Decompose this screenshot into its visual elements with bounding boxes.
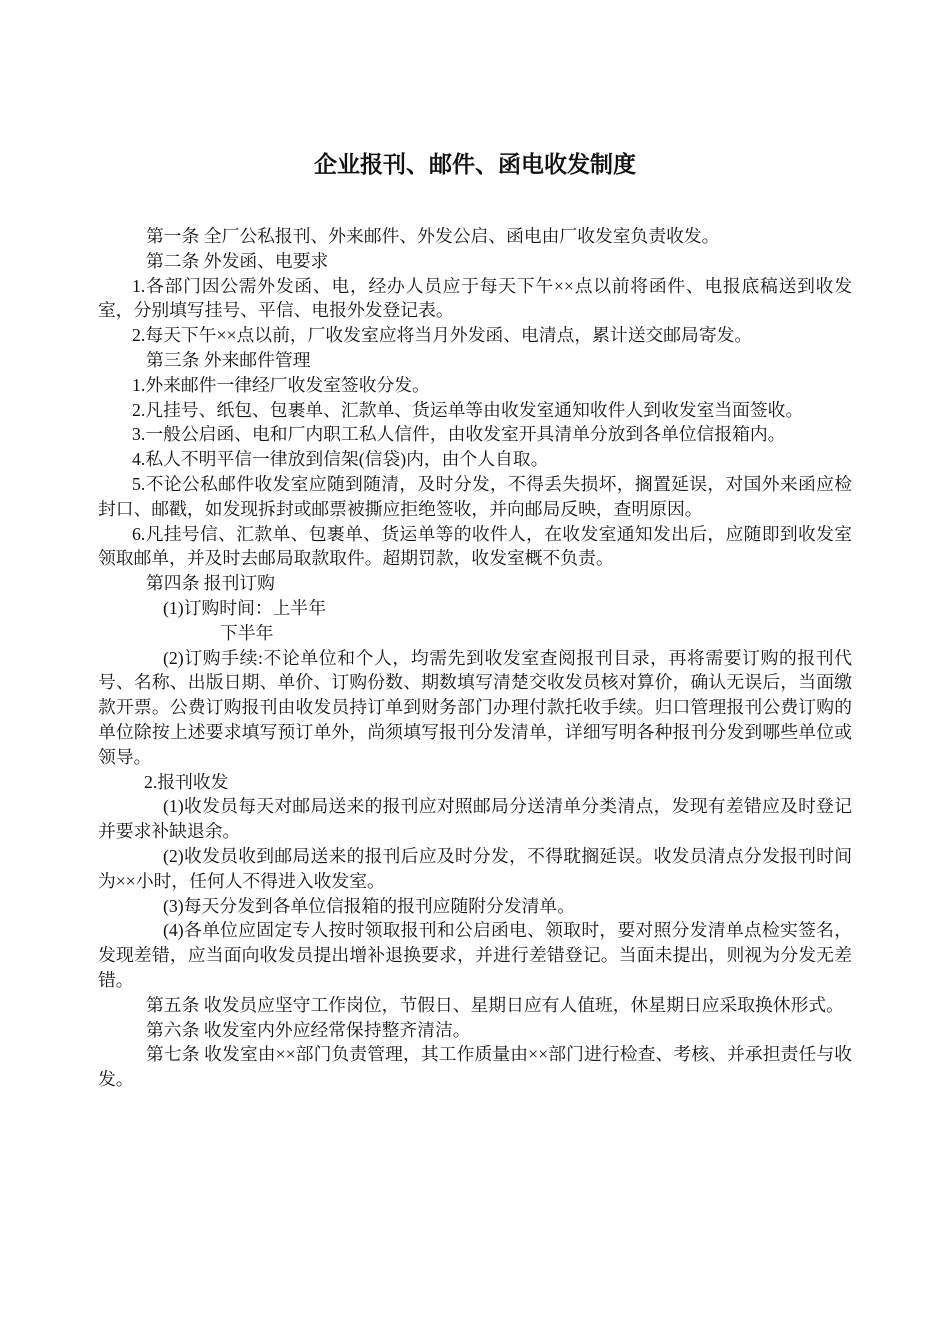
paragraph: 2.每天下午××点以前，厂收发室应将当月外发函、电清点，累计送交邮局寄发。 (132, 325, 753, 346)
paragraph: 第七条 收发室由××部门负责管理，其工作质量由××部门进行检查、考核、并承担责任与收发。 (98, 1044, 852, 1090)
paragraph: 2.凡挂号、纸包、包裹单、汇款单、货运单等由收发室通知收件人到收发室当面签收。 (132, 399, 804, 420)
paragraph: 4.私人不明平信一律放到信架(信袋)内，由个人自取。 (132, 449, 549, 470)
paragraph: 第二条 外发函、电要求 (146, 250, 329, 271)
paragraph: 下半年 (220, 622, 274, 643)
paragraph: (1)收发员每天对邮局送来的报刊应对照邮局分送清单分类清点，发现有差错应及时登记并要求补缺退余。 (98, 796, 852, 842)
paragraph: (1)订购时间：上半年 (163, 597, 326, 618)
document-body (98, 224, 852, 1092)
paragraph: 第一条 全厂公私报刊、外来邮件、外发公启、函电由厂收发室负责收发。 (146, 226, 720, 246)
paragraph: 5.不论公私邮件收发室应随到随清，及时分发，不得丢失损坏，搁置延误，对国外来函应检封口、邮戳，如发现拆封或邮票被撕应拒绝签收，并向邮局反映，查明原因。 (98, 473, 852, 519)
paragraph: (4)各单位应固定专人按时领取报刊和公启函电、领取时，要对照分发清单点检实签名，发现差错，应当面向收发员提出增补退换要求，并进行差错登记。当面未提出，则视为分发无差错。 (98, 920, 852, 990)
paragraph: 1.外来邮件一律经厂收发室签收分发。 (132, 374, 430, 395)
paragraph: 第五条 收发员应坚守工作岗位，节假日、星期日应有人值班，休星期日应采取换休形式。 (146, 994, 844, 1015)
paragraph: 第六条 收发室内外应经常保持整齐清洁。 (146, 1019, 471, 1040)
paragraph: 6.凡挂号信、汇款单、包裹单、货运单等的收件人，在收发室通知发出后，应随即到收发室领取邮单，并及时去邮局取款取件。超期罚款，收发室概不负责。 (98, 523, 852, 569)
paragraph: 2.报刊收发 (144, 771, 229, 792)
paragraph: 第四条 报刊订购 (146, 573, 275, 594)
paragraph: 3.一般公启函、电和厂内职工私人信件，由收发室开具清单分放到各单位信报箱内。 (132, 424, 786, 445)
paragraph: (2)收发员收到邮局送来的报刊后应及时分发，不得耽搁延误。收发员清点分发报刊时间为××小时，任何人不得进入收发室。 (98, 845, 852, 891)
paragraph: (2)订购手续:不论单位和个人，均需先到收发室查阅报刊目录，再将需要订购的报刊代号、名称、出版日期、单价、订购份数、期数填写清楚交收发员核对算价，确认无误后，当面缴款开票。公费订购报刊由收发员持订单到财务部门办理付款托收手续。归口管理报刊公费订购的单位除按上述要求填写预订单外，尚须填写报刊分发清单，详细写明各种报刊分发到哪些单位或领导。 (98, 647, 852, 767)
paragraph: 1.各部门因公需外发函、电，经办人员应于每天下午××点以前将函件、电报底稿送到收发室，分别填写挂号、平信、电报外发登记表。 (98, 275, 852, 321)
paragraph: 第三条 外来邮件管理 (146, 349, 311, 370)
paragraph: (3)每天分发到各单位信报箱的报刊应随附分发清单。 (163, 895, 575, 916)
document-title: 企业报刊、邮件、函电收发制度 (314, 151, 636, 177)
